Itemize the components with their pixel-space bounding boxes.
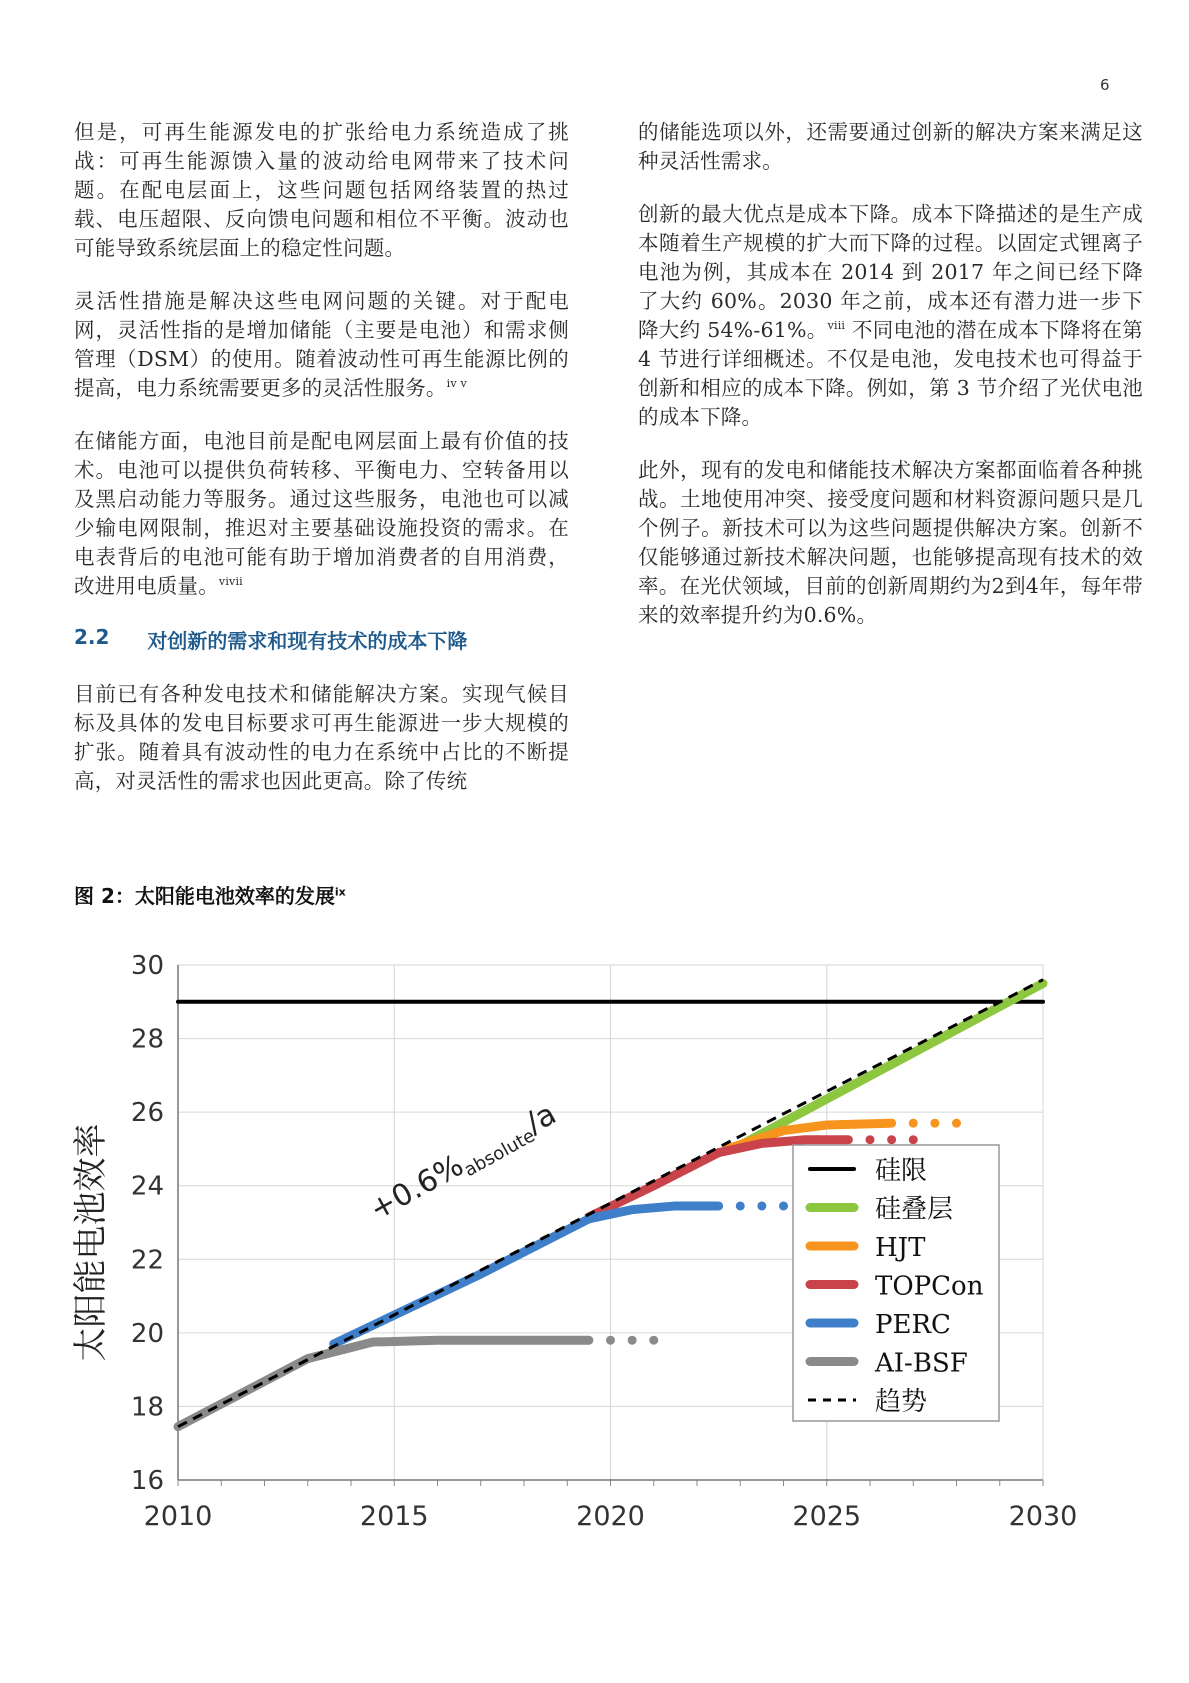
section-number: 2.2	[74, 625, 110, 649]
series-extension-dot	[628, 1336, 637, 1345]
series-extension-dot	[866, 1135, 875, 1144]
series-extension-dot	[736, 1201, 745, 1210]
footnote-ref[interactable]: vivii	[218, 575, 243, 589]
series-extension-dot	[606, 1336, 615, 1345]
legend-label: 硅限	[875, 1156, 928, 1186]
series-extension-dot	[779, 1201, 788, 1210]
annotation-main: +0.6%	[363, 1147, 470, 1228]
right-column	[638, 118, 1143, 654]
y-tick-label: 30	[130, 951, 164, 981]
paragraph: 此外，现有的发电和储能技术解决方案都面临着各种挑战。土地使用冲突、接受度问题和材料资源问题只是几个例子。新技术可以为这些问题提供解决方案。创新不仅能够通过新技术解决问题，也能够提高现有技术的效率。在光伏领域，目前的创新周期约为2到4年，每年带来的效率提升约为0.6%。	[638, 458, 1143, 627]
paragraph	[74, 427, 569, 601]
series-extension-dot	[952, 1119, 961, 1128]
page-number: 6	[1100, 76, 1110, 94]
legend-label: TOPCon	[875, 1271, 984, 1302]
paragraph: 目前已有各种发电技术和储能解决方案。实现气候目标及具体的发电目标要求可再生能源进一步大规模的扩张。随着具有波动性的电力在系统中占比的不断提高，对灵活性的需求也因此更高。除了传统	[74, 682, 569, 793]
y-tick-label: 18	[130, 1392, 164, 1423]
series-extension-dot	[649, 1336, 658, 1345]
annotation-tail: /a	[520, 1096, 563, 1141]
y-tick-label: 24	[130, 1171, 164, 1202]
legend-label: PERC	[875, 1310, 951, 1340]
legend-label: AI-BSF	[875, 1348, 968, 1379]
left-column	[74, 118, 569, 820]
figure-caption	[74, 880, 346, 909]
legend-label: HJT	[875, 1233, 926, 1263]
y-tick-label: 16	[130, 1466, 164, 1496]
x-tick-label: 2010	[143, 1501, 213, 1532]
paragraph: 但是，可再生能源发电的扩张给电力系统造成了挑战：可再生能源馈入量的波动给电网带来了技术问题。在配电层面上，这些问题包括网络装置的热过载、电压超限、反向馈电问题和相位不平衡。波动也可能导致系统层面上的稳定性问题。	[74, 120, 569, 260]
annotation-sub: absolute	[460, 1125, 539, 1182]
footnote-ref[interactable]: iv v	[446, 377, 467, 391]
section-heading	[74, 625, 569, 654]
paragraph	[638, 200, 1143, 432]
paragraph-text: 在储能方面，电池目前是配电网层面上最有价值的技术。电池可以提供负荷转移、平衡电力、空转备用以及黑启动能力等服务。通过这些服务，电池也可以减少输电网限制，推迟对主要基础设施投资的需求。在电表背后的电池可能有助于增加消费者的自用消费，改进用电质量。	[74, 429, 569, 598]
y-tick-label: 28	[130, 1024, 164, 1055]
paragraph	[74, 287, 569, 403]
series-extension-dot	[757, 1201, 766, 1210]
paragraph-text: 创新的最大优点是成本下降。成本下降描述的是生产成本随着生产规模的扩大而下降的过程。以固定式锂离子电池为例，其成本在 2014 到 2017 年之间已经下降了大约 60%。2030 年之前，成本还有潜力进一步下降大约 54%-61%。	[638, 202, 1143, 342]
x-tick-label: 2015	[359, 1501, 429, 1532]
series-extension-dot	[909, 1119, 918, 1128]
figure-caption-text: 图 2：太阳能电池效率的发展	[74, 884, 335, 908]
efficiency-chart	[60, 935, 1110, 1535]
paragraph: 的储能选项以外，还需要通过创新的解决方案来满足这种灵活性需求。	[638, 120, 1143, 173]
legend-label: 趋势	[875, 1387, 928, 1417]
legend-label: 硅叠层	[875, 1194, 954, 1225]
paragraph-text: 不同电池的潜在成本下降将在第 4 节进行详细概述。不仅是电池，发电技术也可得益于创新和相应的成本下降。例如，第 3 节介绍了光伏电池的成本下降。	[638, 318, 1144, 429]
footnote-ref[interactable]: viii	[827, 319, 846, 333]
series-extension-dot	[930, 1119, 939, 1128]
y-axis-label: 太阳能电池效率	[71, 1123, 111, 1362]
section-title: 对创新的需求和现有技术的成本下降	[147, 629, 468, 653]
x-tick-label: 2025	[792, 1501, 862, 1532]
x-tick-label: 2020	[576, 1501, 645, 1532]
series-extension-dot	[909, 1135, 918, 1144]
y-tick-label: 20	[130, 1318, 164, 1349]
series-extension-dot	[887, 1135, 896, 1144]
x-tick-label: 2030	[1008, 1501, 1078, 1532]
y-tick-label: 26	[130, 1098, 164, 1129]
footnote-ref[interactable]: ix	[334, 885, 346, 899]
y-tick-label: 22	[130, 1245, 164, 1276]
paragraph-text: 灵活性措施是解决这些电网问题的关键。对于配电网，灵活性指的是增加储能（主要是电池）和需求侧管理（DSM）的使用。随着波动性可再生能源比例的提高，电力系统需要更多的灵活性服务。	[74, 289, 569, 400]
